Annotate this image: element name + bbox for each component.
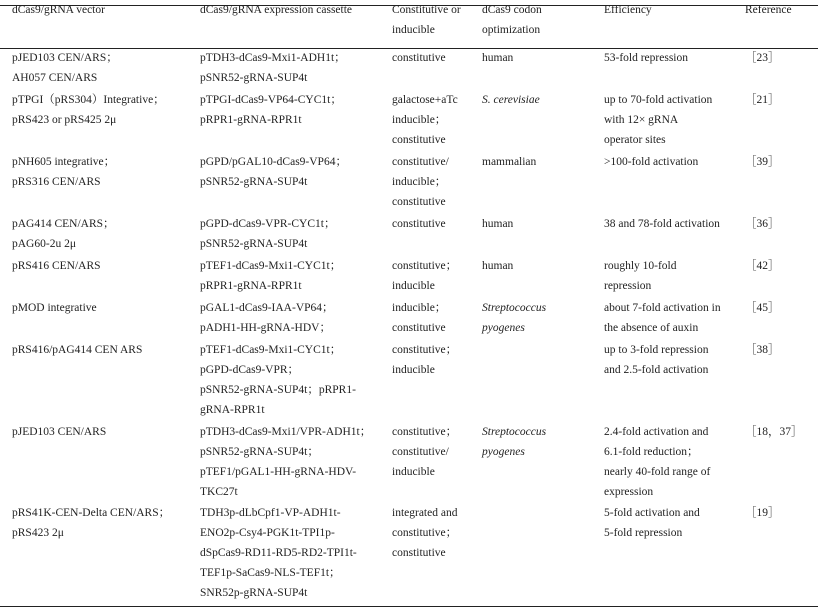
reference-cell: ［38］: [745, 344, 780, 356]
codon-cell: human: [482, 52, 514, 64]
header-reference: Reference: [745, 4, 792, 16]
codon-cell: human: [482, 218, 514, 230]
vector-cell: pMOD integrative: [12, 302, 97, 314]
reference-cell: ［36］: [745, 218, 780, 230]
cassette-cell: pTPGI-dCas9-VP64-CYC1t； pRPR1-gRNA-RPR1t: [200, 94, 342, 126]
inducible-cell: constitutive； constitutive/ inducible: [392, 426, 458, 478]
efficiency-cell: 38 and 78-fold activation: [604, 218, 720, 230]
inducible-cell: constitutive: [392, 218, 446, 230]
reference-cell: ［45］: [745, 302, 780, 314]
cassette-cell: pTDH3-dCas9-Mxi1/VPR-ADH1t； pSNR52-gRNA-SUP4t； pTEF1/pGAL1-HH-gRNA-HDV- TKC27t: [200, 426, 372, 498]
codon-cell: human: [482, 260, 514, 272]
header-inducible: Constitutive or inducible: [392, 4, 461, 36]
efficiency-cell: 5-fold activation and 5-fold repression: [604, 507, 700, 539]
cassette-cell: pGPD-dCas9-VPR-CYC1t； pSNR52-gRNA-SUP4t: [200, 218, 336, 250]
vector-cell: pAG414 CEN/ARS； pAG60-2u 2μ: [12, 218, 115, 250]
inducible-cell: constitutive: [392, 52, 446, 64]
reference-cell: ［19］: [745, 507, 780, 519]
reference-cell: ［39］: [745, 156, 780, 168]
cassette-cell: pTEF1-dCas9-Mxi1-CYC1t； pRPR1-gRNA-RPR1t: [200, 260, 342, 292]
efficiency-cell: up to 3-fold repression and 2.5-fold activation: [604, 344, 709, 376]
vector-cell: pRS416 CEN/ARS: [12, 260, 101, 272]
inducible-cell: constitutive； inducible: [392, 260, 458, 292]
codon-cell: Streptococcus pyogenes: [482, 302, 547, 334]
reference-cell: ［21］: [745, 94, 780, 106]
reference-cell: ［18，37］: [745, 426, 803, 438]
reference-cell: ［42］: [745, 260, 780, 272]
codon-cell: S. cerevisiae: [482, 94, 540, 106]
reference-cell: ［23］: [745, 52, 780, 64]
efficiency-cell: 53-fold repression: [604, 52, 688, 64]
efficiency-cell: 2.4-fold activation and 6.1-fold reduction； nearly 40-fold range of expression: [604, 426, 711, 498]
vector-cell: pTPGI（pRS304）Integrative； pRS423 or pRS425 2μ: [12, 94, 165, 126]
efficiency-cell: about 7-fold activation in the absence of auxin: [604, 302, 721, 334]
inducible-cell: inducible； constitutive: [392, 302, 447, 334]
vector-cell: pRS416/pAG414 CEN ARS: [12, 344, 143, 356]
codon-cell: mammalian: [482, 156, 537, 168]
header-codon: dCas9 codon optimization: [482, 4, 542, 36]
cassette-cell: pGPD/pGAL10-dCas9-VP64； pSNR52-gRNA-SUP4t: [200, 156, 347, 188]
header-cassette: dCas9/gRNA expression cassette: [200, 4, 353, 16]
efficiency-cell: roughly 10-fold repression: [604, 260, 677, 292]
vector-cell: pJED103 CEN/ARS； AH057 CEN/ARS: [12, 52, 118, 84]
vector-cell: pNH605 integrative； pRS316 CEN/ARS: [12, 156, 116, 188]
codon-cell: Streptococcus pyogenes: [482, 426, 547, 458]
cassette-cell: pTEF1-dCas9-Mxi1-CYC1t； pGPD-dCas9-VPR； pSNR52-gRNA-SUP4t；pRPR1- gRNA-RPR1t: [200, 344, 356, 416]
header-vector: dCas9/gRNA vector: [12, 4, 105, 16]
table-bottom-rule: [0, 606, 818, 607]
inducible-cell: constitutive/ inducible； constitutive: [392, 156, 449, 208]
inducible-cell: constitutive； inducible: [392, 344, 458, 376]
efficiency-cell: up to 70-fold activation with 12× gRNA operator sites: [604, 94, 713, 146]
cassette-cell: TDH3p-dLbCpf1-VP-ADH1t- ENO2p-Csy4-PGK1t-TPI1p- dSpCas9-RD11-RD5-RD2-TPI1t- TEF1p-SaCas9-NLS-TEF1t； SNR52p-gRNA-SUP4t: [200, 507, 357, 599]
inducible-cell: galactose+aTc inducible； constitutive: [392, 94, 458, 146]
vector-cell: pRS41K-CEN-Delta CEN/ARS； pRS423 2μ: [12, 507, 171, 539]
inducible-cell: integrated and constitutive； constitutive: [392, 507, 458, 559]
cassette-cell: pGAL1-dCas9-IAA-VP64； pADH1-HH-gRNA-HDV；: [200, 302, 334, 334]
vector-cell: pJED103 CEN/ARS: [12, 426, 107, 438]
header-efficiency: Efficiency: [604, 4, 652, 16]
efficiency-cell: >100-fold activation: [604, 156, 699, 168]
cassette-cell: pTDH3-dCas9-Mxi1-ADH1t； pSNR52-gRNA-SUP4t: [200, 52, 346, 84]
